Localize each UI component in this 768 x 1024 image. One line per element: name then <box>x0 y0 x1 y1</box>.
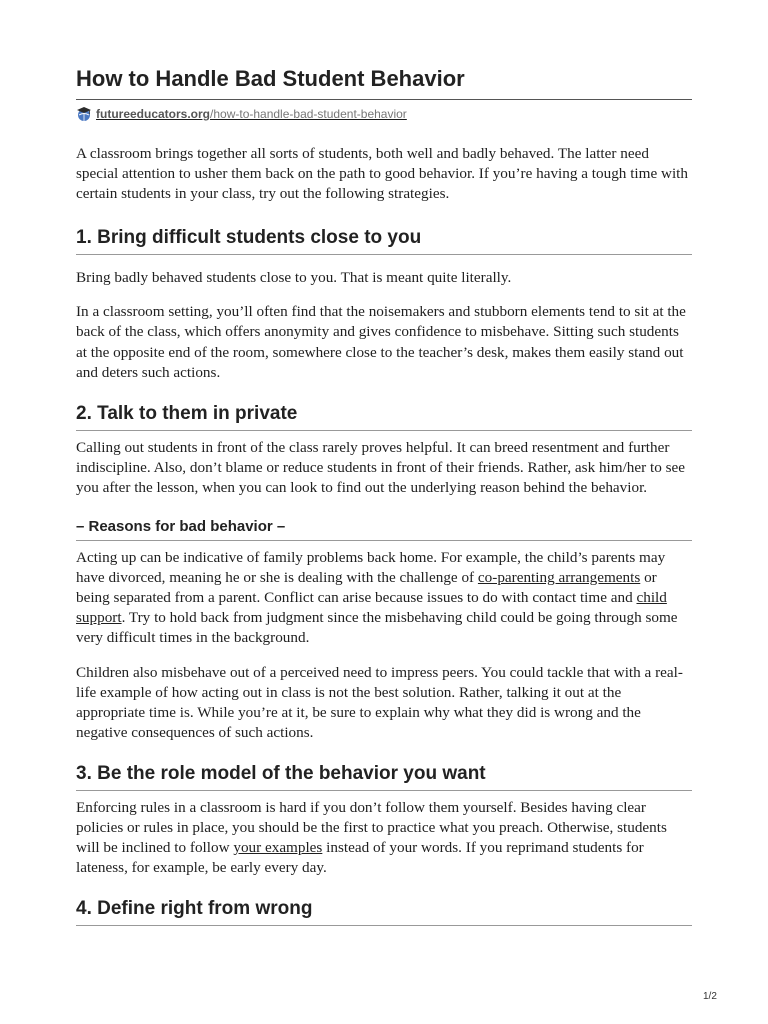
child-support-link[interactable]: child support <box>76 589 667 627</box>
section-2-paragraph-1: Calling out students in front of the class rarely proves helpful. It can breed resentment and further indiscipline. Also, don’t blame or reduce students in front of their friends. Rather, ask him/her to see you after the lesson, when you can look to find out the underlying reason behind the behavior. <box>76 438 686 496</box>
source-path: /how-to-handle-bad-student-behavior <box>210 107 407 121</box>
section-1-heading: 1. Bring difficult students close to you <box>76 226 692 255</box>
document-page <box>76 62 692 926</box>
section-4-heading: 4. Define right from wrong <box>76 897 692 926</box>
reasons-subheading: – Reasons for bad behavior – <box>76 517 692 541</box>
page-number: 1/2 <box>703 991 717 1002</box>
co-parenting-link[interactable]: co-parenting arrangements <box>477 569 641 587</box>
page-title: How to Handle Bad Student Behavior <box>76 65 692 100</box>
section-3-heading: 3. Be the role model of the behavior you want <box>76 762 692 791</box>
your-examples-link[interactable]: your examples <box>233 839 323 857</box>
section-3-paragraph-1: Enforcing rules in a classroom is hard if you don’t follow them yourself. Besides having clear policies or rules in place, you should be the first to practice what you preach. Otherwise, students will be inclined to follow your examples instead of your words. If you reprimand students for lateness, for example, be early every day. <box>76 798 667 877</box>
intro-paragraph: A classroom brings together all sorts of students, both well and badly behaved. The latter need special attention to usher them back on the path to good behavior. If you’re having a tough time with certain students in your class, try out the following strategies. <box>76 145 688 203</box>
source-link[interactable] <box>96 107 407 121</box>
source-domain: futureeducators.org <box>96 107 211 121</box>
section-1-paragraph-2: In a classroom setting, you’ll often find that the noisemakers and stubborn elements tend to sit at the back of the class, which offers anonymity and gives confidence to misbehave. Sitting such students at the opposite end of the room, somewhere close to the teacher’s desk, makes them easily stand out and deters such actions. <box>76 303 686 381</box>
section-2-heading: 2. Talk to them in private <box>76 402 692 431</box>
graduate-cap-globe-icon <box>76 106 92 122</box>
reasons-paragraph-1: Acting up can be indicative of family problems back home. For example, the child’s parents may have divorced, meaning he or she is dealing with the challenge of co-parenting arrangements or being separated from a parent. Conflict can arise because issues to do with contact time and child support. Try to hold back from judgment since the misbehaving child could be going through some very difficult times in the background. <box>76 549 678 647</box>
reasons-paragraph-2: Children also misbehave out of a perceived need to impress peers. You could tackle that with a real-life example of how acting out in class is not the best solution. Rather, talking it out at the appropriate time is. While you’re at it, be sure to explain why what they did is wrong and the negative consequences of such actions. <box>76 663 683 741</box>
section-1-paragraph-1: Bring badly behaved students close to you. That is meant quite literally. <box>76 269 512 287</box>
source-line <box>76 102 692 126</box>
